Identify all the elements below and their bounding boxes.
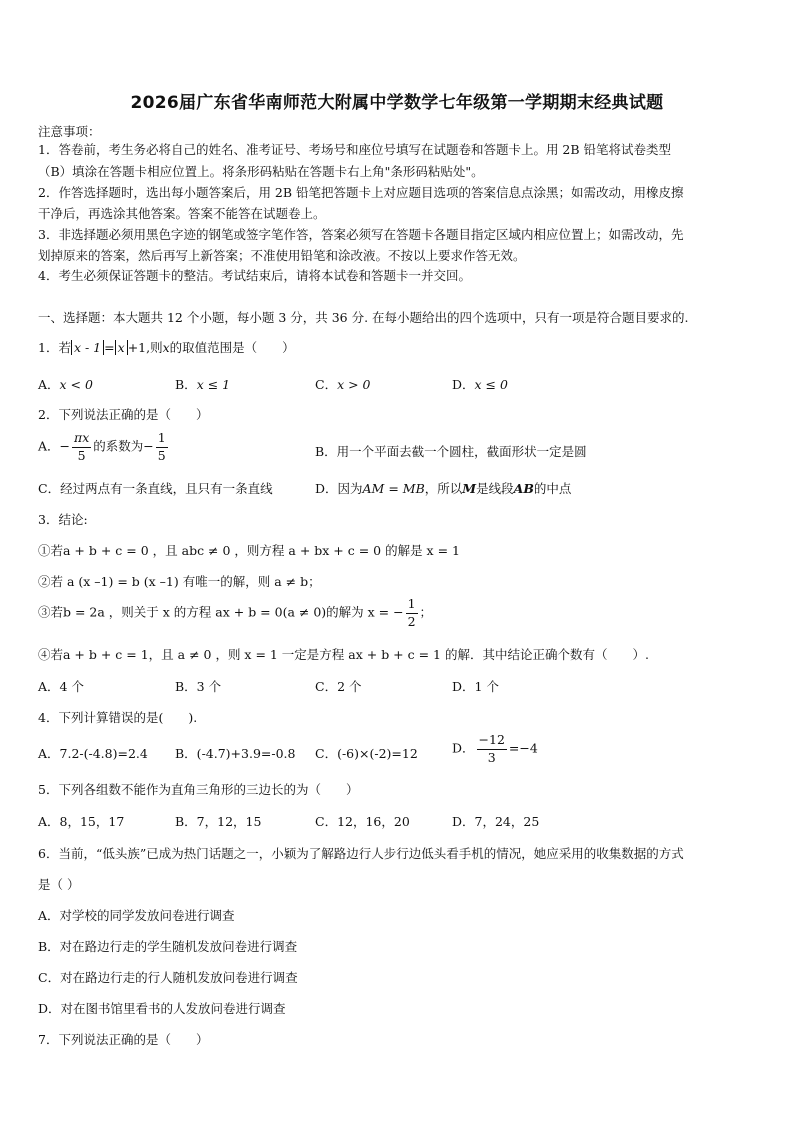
q6-option-d: D．对在图书馆里看书的人发放问卷进行调查 <box>38 1001 286 1016</box>
q1-option-b: B．x ≤ 1 <box>175 377 231 392</box>
q3-option-b: B．3 个 <box>175 679 222 694</box>
q4-option-c: C．(-6)×(-2)=12 <box>315 746 418 761</box>
q3-statement-3: ③若b = 2a ，则关于 x 的方程 ax + b = 0(a ≠ 0)的解为 x = − $\frac{1}{2}$ ； <box>38 596 433 629</box>
q1-var: x <box>162 340 170 355</box>
q3-statement-4: ④若a + b + c = 1，且 a ≠ 0 ，则 x = 1 一定是方程 ax + b + c = 1 的解．其中结论正确个数有（ ）. <box>38 647 649 662</box>
q3-option-c: C．2 个 <box>315 679 362 694</box>
q2-option-d: D．因为AM = MB，所以M是线段AB的中点 <box>315 481 572 496</box>
section-heading: 一、选择题：本大题共 12 个小题，每小题 3 分，共 36 分. 在每小题给出的四个选项中，只有一项是符合题目要求的. <box>38 310 689 325</box>
q1-option-c: C．x > 0 <box>315 377 371 392</box>
q1-plus: +1 <box>127 340 147 355</box>
q5-option-a: A．8，15，17 <box>38 814 125 829</box>
q6-option-c: C．对在路边行走的行人随机发放问卷进行调查 <box>38 970 298 985</box>
q5-option-c: C．12，16，20 <box>315 814 410 829</box>
question-6-stem-line-2: 是（ ） <box>38 877 80 892</box>
q1-post: ,则 <box>146 340 163 355</box>
q2-option-a: A．− $\frac{\pi x}{5}$ 的系数为− $\frac{1}{5}$ <box>38 430 166 463</box>
q5-option-d: D．7，24，25 <box>452 814 540 829</box>
q6-option-a: A．对学校的同学发放问卷进行调查 <box>38 908 235 923</box>
q3-statement-1: ①若a + b + c = 0 ，且 abc ≠ 0 ，则方程 a + bx + c = 0 的解是 x = 1 <box>38 543 460 558</box>
question-5-stem: 5．下列各组数不能作为直角三角形的三边长的为（ ） <box>38 782 359 797</box>
q1-option-d: D．x ≤ 0 <box>452 377 508 392</box>
q2-option-c: C．经过两点有一条直线，且只有一条直线 <box>38 481 273 496</box>
q3-option-d: D．1 个 <box>452 679 499 694</box>
notice-item-1b: （B）填涂在答题卡相应位置上。将条形码粘贴在答题卡右上角"条形码粘贴处"。 <box>38 164 484 179</box>
q4-option-a: A．7.2-(-4.8)=2.4 <box>38 746 148 761</box>
question-2-stem: 2．下列说法正确的是（ ） <box>38 407 209 422</box>
q4-option-d: D． $\frac{-12}{3}$ =−4 <box>452 732 538 765</box>
notice-item-4: 4．考生必须保证答题卡的整洁。考试结束后，请将本试卷和答题卡一并交回。 <box>38 268 471 283</box>
question-7-stem: 7．下列说法正确的是（ ） <box>38 1032 209 1047</box>
q1-eq: = <box>104 340 115 355</box>
question-4-stem: 4．下列计算错误的是( ). <box>38 710 198 725</box>
q3-option-a: A．4 个 <box>38 679 84 694</box>
page-title: 2026届广东省华南师范大附属中学数学七年级第一学期期末经典试题 <box>130 93 664 113</box>
question-6-stem-line-1: 6．当前，“低头族”已成为热门话题之一，小颖为了解路边行人步行边低头看手机的情况，她应采用的收集数据的方式 <box>38 846 684 861</box>
notice-item-2b: 干净后，再选涂其他答案。答案不能答在试题卷上。 <box>38 206 326 221</box>
q6-option-b: B．对在路边行走的学生随机发放问卷进行调查 <box>38 939 298 954</box>
question-3-stem: 3．结论: <box>38 512 88 527</box>
q2-option-b: B．用一个平面去截一个圆柱，截面形状一定是圆 <box>315 444 587 459</box>
notice-item-2a: 2．作答选择题时，选出每小题答案后，用 2B 铅笔把答题卡上对应题目选项的答案信息点涂黑；如需改动，用橡皮擦 <box>38 185 684 200</box>
q4-option-b: B．(-4.7)+3.9=-0.8 <box>175 746 296 761</box>
q3-statement-2: ②若 a (x –1) = b (x –1) 有唯一的解，则 a ≠ b； <box>38 574 321 589</box>
q1-option-a: A．x < 0 <box>38 377 93 392</box>
q5-option-b: B．7，12，15 <box>175 814 262 829</box>
notice-item-3a: 3．非选择题必须用黑色字迹的钢笔或签字笔作答，答案必须写在答题卡各题目指定区域内相应位置上；如需改动，先 <box>38 227 684 242</box>
notice-item-1a: 1．答卷前，考生务必将自己的姓名、准考证号、考场号和座位号填写在试题卷和答题卡上。用 2B 铅笔将试卷类型 <box>38 142 672 157</box>
notice-item-3b: 划掉原来的答案，然后再写上新答案；不准使用铅笔和涂改液。不按以上要求作答无效。 <box>38 248 526 263</box>
q1-abs-1: x - 1 <box>71 340 104 355</box>
q1-tail: 的取值范围是（ ） <box>169 340 295 355</box>
q1-pre: 1．若 <box>38 340 71 355</box>
notice-heading: 注意事项： <box>38 124 101 139</box>
question-1-stem <box>38 338 295 356</box>
q1-abs-2: x <box>115 340 128 355</box>
